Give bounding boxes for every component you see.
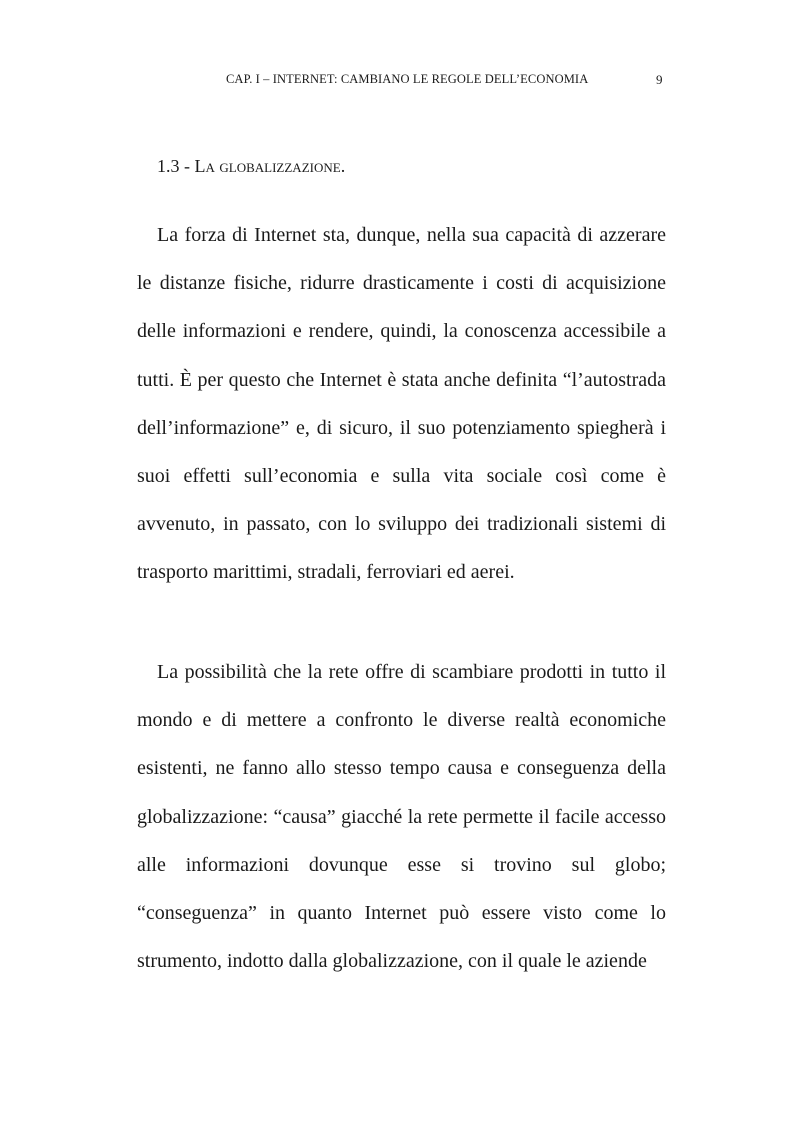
running-header: [0, 72, 793, 92]
section-title: La globalizzazione: [194, 156, 341, 176]
body-paragraph-1: La forza di Internet sta, dunque, nella sua capacità di azzerare le distanze fisiche, ridurre drasticamente i costi di acquisizione delle informazioni e rendere, quindi, la conoscenza accessibile a tutti. È per questo che Internet è stata anche definita “l’autostrada dell’informazione” e, di sicuro, il suo potenziamento spiegherà i suoi effetti sull’economia e sulla vita sociale così come è avvenuto, in passato, con lo sviluppo dei tradizionali sistemi di trasporto marittimi, stradali, ferroviari ed aerei.: [137, 224, 666, 584]
running-header-title: CAP. I – INTERNET: CAMBIANO LE REGOLE DELL’ECONOMIA: [226, 72, 589, 86]
body-paragraph-2: La possibilità che la rete offre di scambiare prodotti in tutto il mondo e di mettere a confronto le diverse realtà economiche esistenti, ne fanno allo stesso tempo causa e conseguenza della globalizzazione: “causa” giacché la rete permette il facile accesso alle informazioni dovunque esse si trovino sul globo; “conseguenza” in quanto Internet può essere visto come lo strumento, indotto dalla globalizzazione, con il quale le aziende: [137, 661, 666, 973]
section-title-period: .: [340, 156, 346, 176]
section-heading: [157, 156, 345, 177]
section-number: 1.3 -: [157, 156, 195, 176]
page-number: 9: [656, 72, 663, 87]
